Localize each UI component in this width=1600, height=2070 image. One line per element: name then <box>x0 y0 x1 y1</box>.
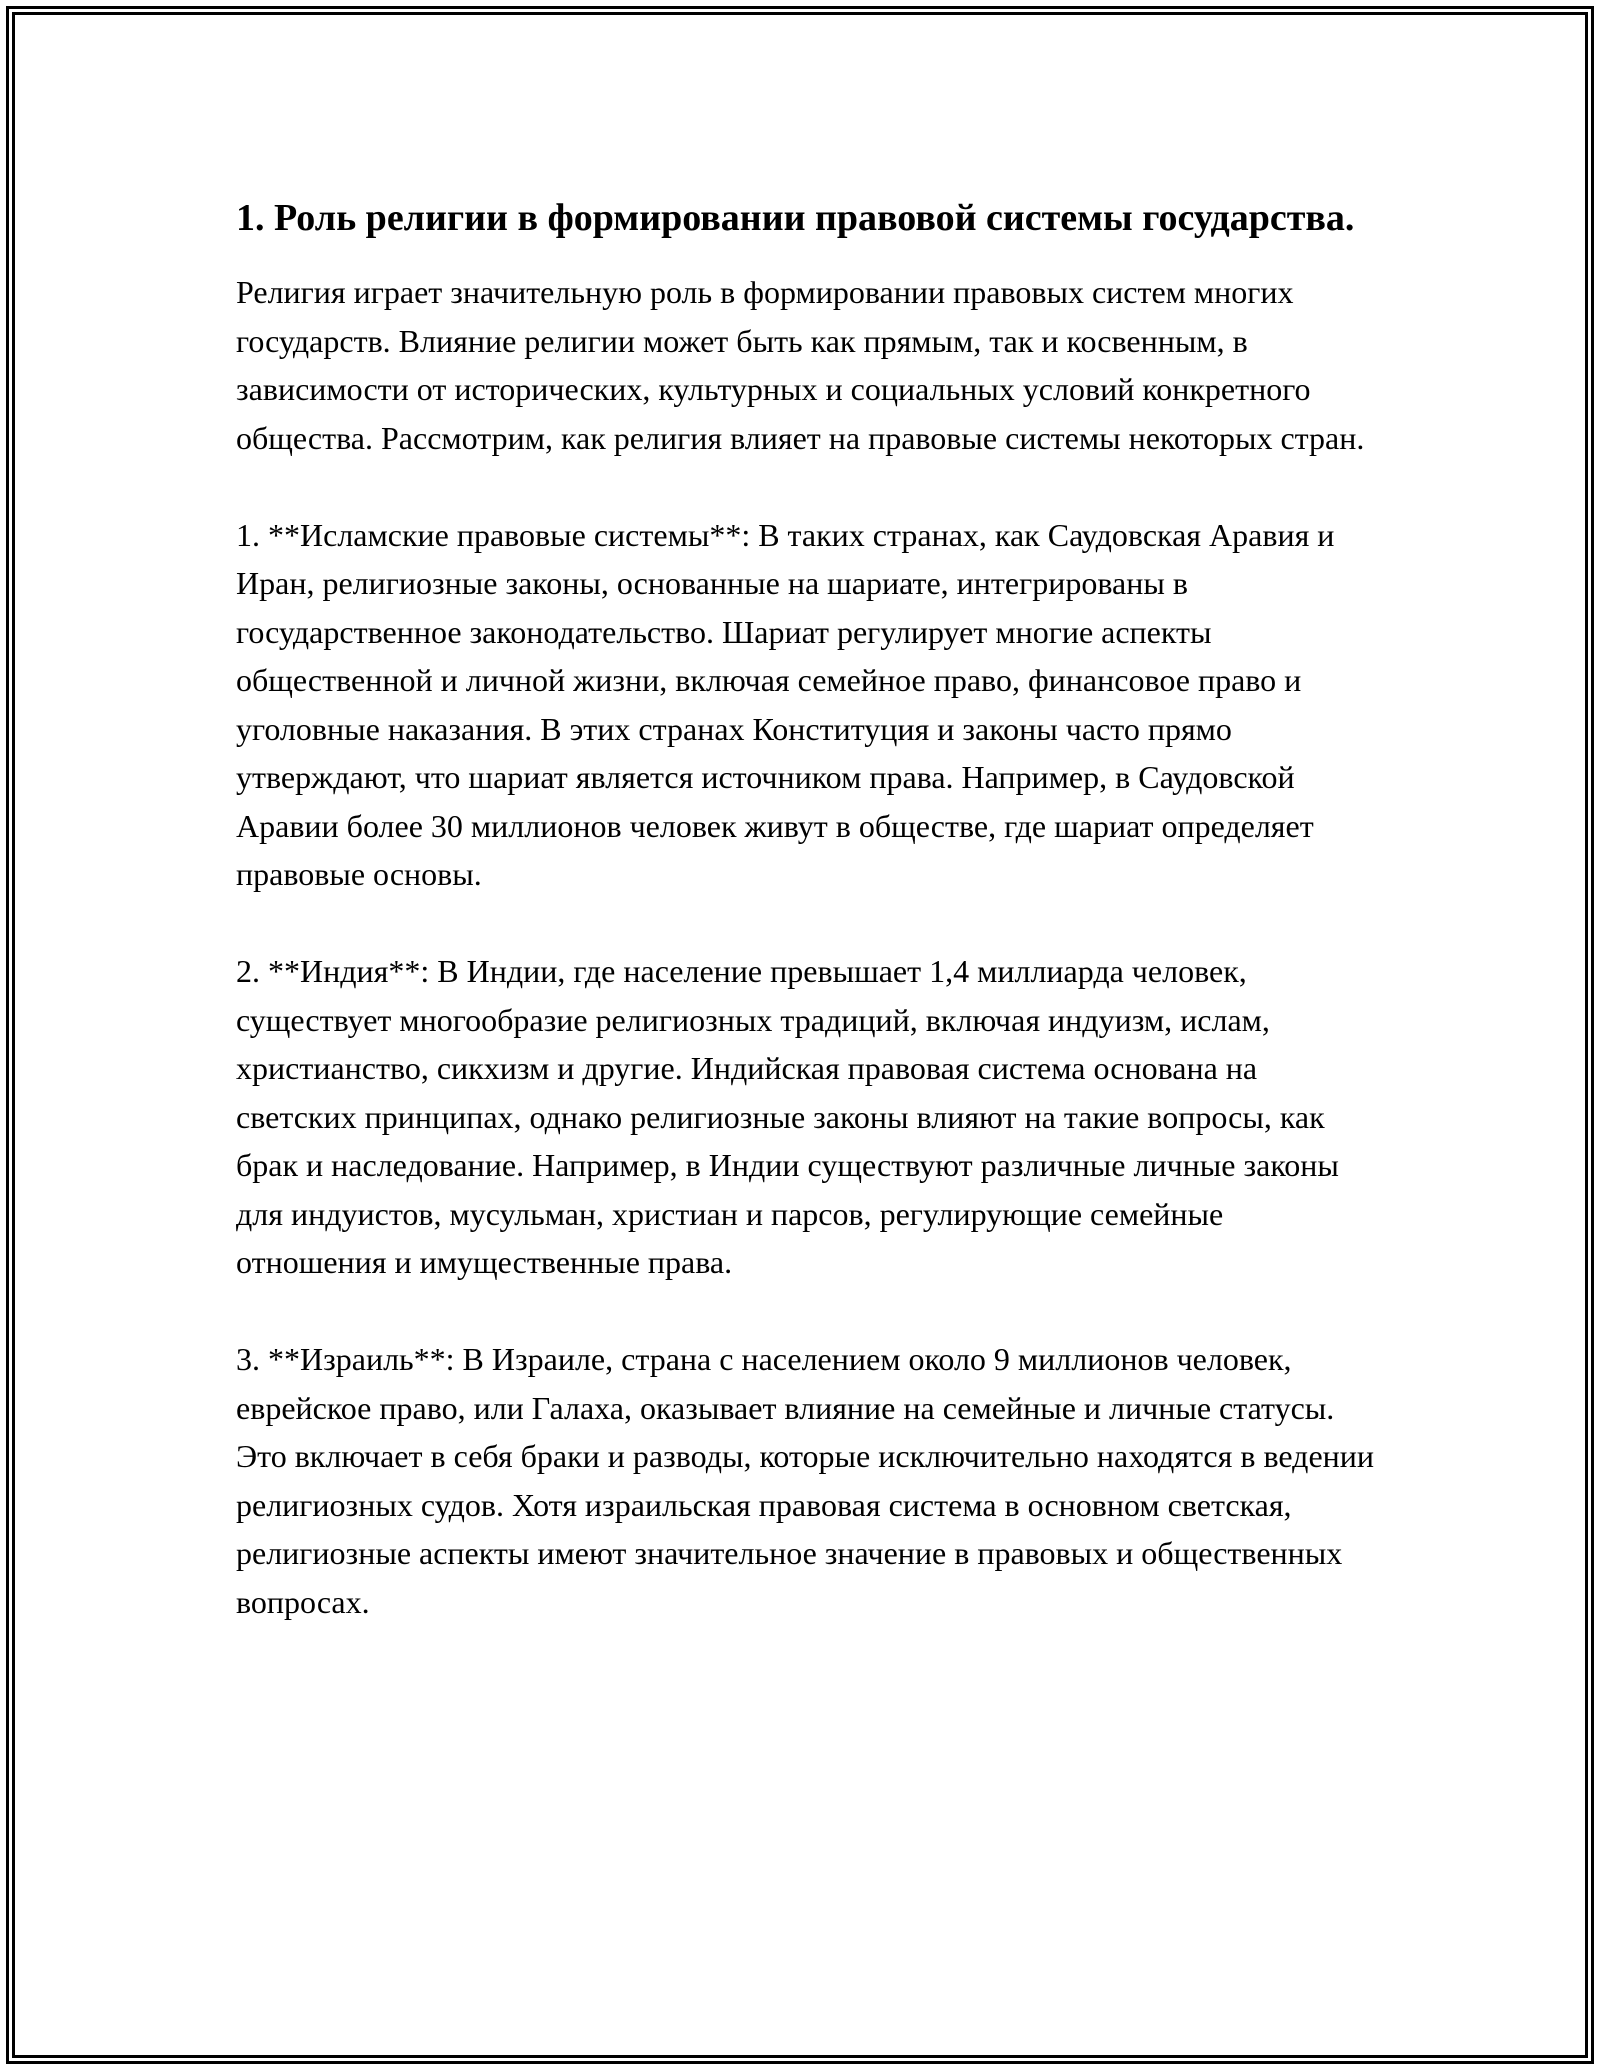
paragraph-intro: Религия играет значительную роль в формировании правовых систем многих государств. Влияние религии может быть как прямым, так и косвенным, в зависимости от исторических, культурных и социальных условий конкретного общества. Рассмотрим, как религия влияет на правовые системы некоторых стран. <box>236 274 1365 456</box>
paragraph-india: 2. **Индия**: В Индии, где население превышает 1,4 миллиарда человек, существует многообразие религиозных традиций, включая индуизм, ислам, христианство, сикхизм и другие. Индийская правовая система основана на светских принципах, однако религиозные законы влияют на такие вопросы, как брак и наследование. Например, в Индии существуют различные личные законы для индуистов, мусульман, христиан и парсов, регулирующие семейные отношения и имущественные права. <box>236 953 1339 1280</box>
document-body <box>236 190 1376 1675</box>
page-title: 1. Роль религии в формировании правовой системы государства. <box>236 197 1355 239</box>
paragraph-israel: 3. **Израиль**: В Израиле, страна с населением около 9 миллионов человек, еврейское право, или Галаха, оказывает влияние на семейные и личные статусы. Это включает в себя браки и разводы, которые исключительно находятся в ведении религиозных судов. Хотя израильская правовая система в основном светская, религиозные аспекты имеют значительное значение в правовых и общественных вопросах. <box>236 1341 1375 1620</box>
paragraph-islamic-systems: 1. **Исламские правовые системы**: В таких странах, как Саудовская Аравия и Иран, религиозные законы, основанные на шариате, интегрированы в государственное законодательство. Шариат регулирует многие аспекты общественной и личной жизни, включая семейное право, финансовое право и уголовные наказания. В этих странах Конституция и законы часто прямо утверждают, что шариат является источником права. Например, в Саудовской Аравии более 30 миллионов человек живут в обществе, где шариат определяет правовые основы. <box>236 516 1335 892</box>
